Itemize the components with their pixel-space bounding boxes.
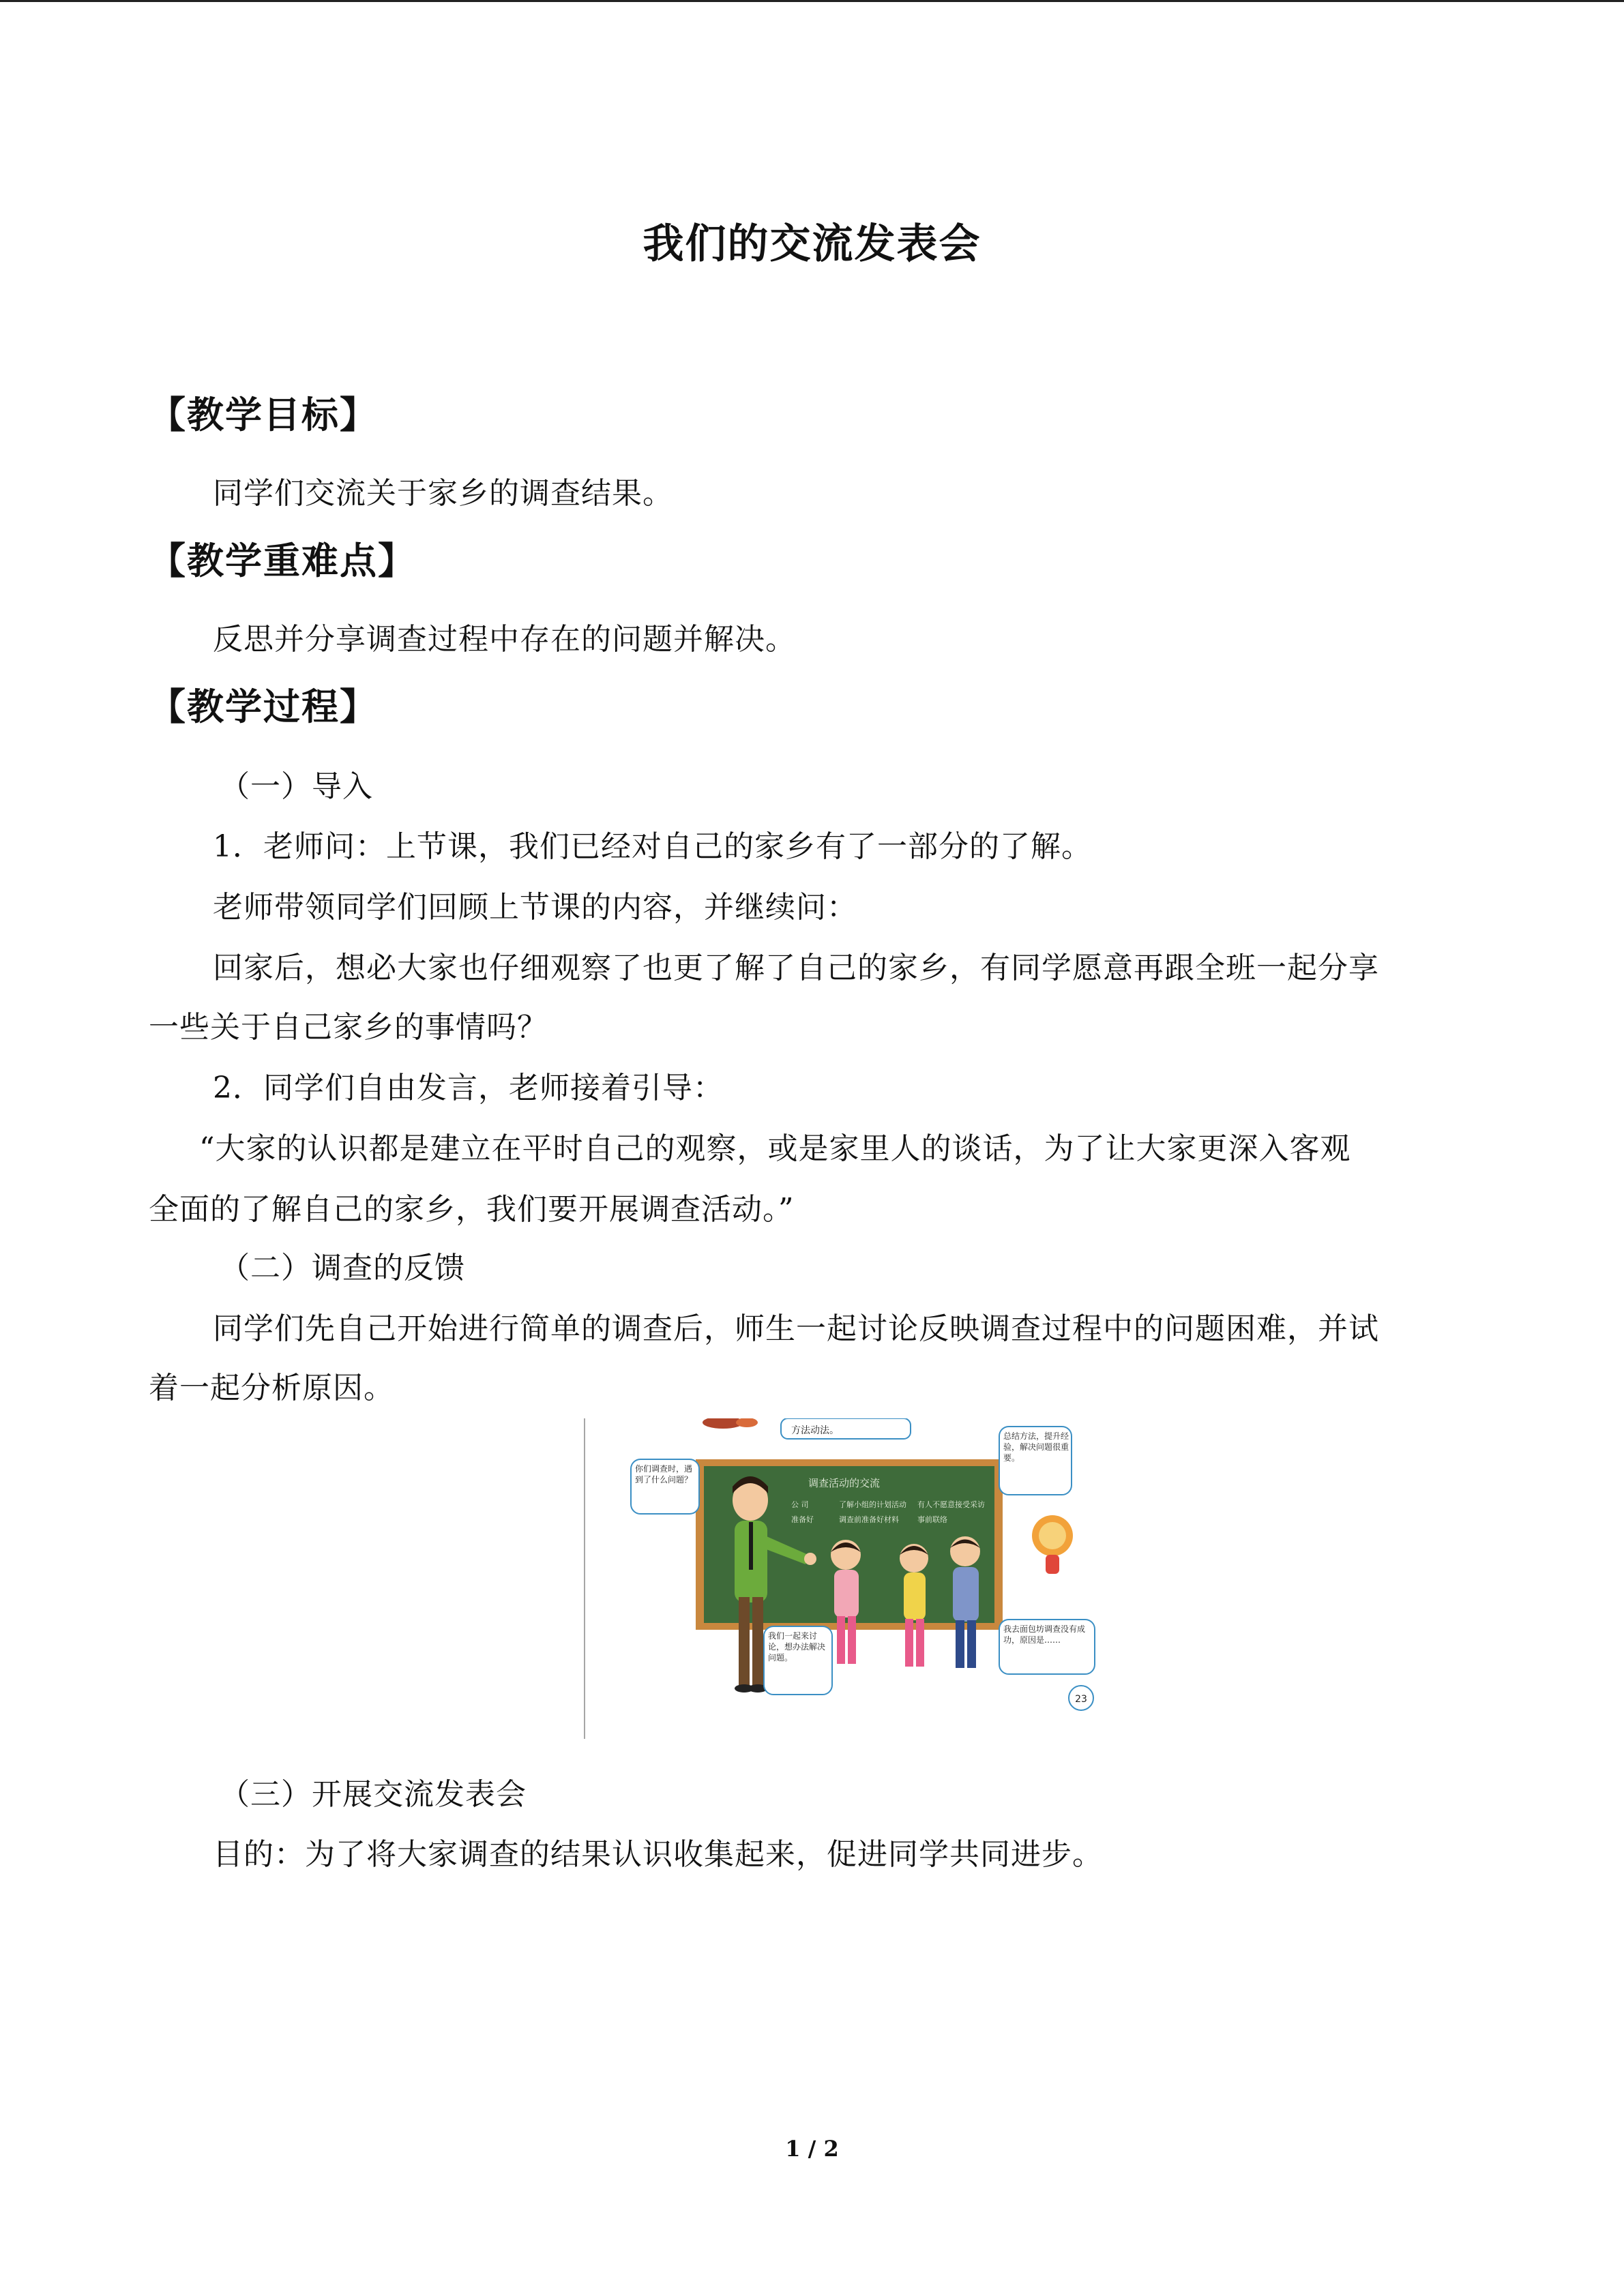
board-cell: 有人不愿意接受采访 [917, 1500, 985, 1509]
document-title: 我们的交流发表会 [643, 220, 981, 268]
process-paragraph-4: 2．同学们自由发言，老师接着引导： [213, 1071, 724, 1105]
top-border-line [0, 0, 1624, 2]
teacher-bubble-text: 你们调查时，遇到了什么问题？ [635, 1464, 693, 1485]
top-bubble-text: 方法动法。 [791, 1425, 839, 1436]
process-paragraph-2: 老师带领同学们回顾上节课的内容，并继续问： [213, 890, 857, 925]
board-cell: 公 司 [791, 1500, 809, 1509]
process-paragraph-6-line-2: 着一起分析原因。 [149, 1371, 394, 1405]
bottom-left-bubble-text-wrap [768, 1630, 829, 1692]
board-cell: 了解小组的计划活动 [839, 1500, 906, 1509]
heading-teaching-goals: 【教学目标】 [149, 393, 378, 436]
classroom-illustration [583, 1418, 1108, 1739]
process-paragraph-3-line-2: 一些关于自己家乡的事情吗？ [149, 1010, 548, 1045]
mascot-bubble-text: 总结方法，提升经验，解决问题很重要。 [1003, 1431, 1069, 1463]
board-title: 调查活动的交流 [808, 1477, 881, 1489]
part2-title: （二）调查的反馈 [220, 1251, 465, 1285]
page-badge-number: 23 [1075, 1694, 1087, 1705]
heading-teaching-process: 【教学过程】 [149, 685, 378, 728]
process-paragraph-6-line-1: 同学们先自己开始进行简单的调查后，师生一起讨论反映调查过程中的问题困难，并试 [213, 1311, 1379, 1346]
part3-title: （三）开展交流发表会 [220, 1777, 527, 1812]
process-paragraph-5-line-1: “大家的认识都是建立在平时自己的观察，或是家里人的谈话，为了让大家更深入客观 [199, 1131, 1351, 1166]
goals-text: 同学们交流关于家乡的调查结果。 [213, 476, 673, 511]
bottom-right-bubble-text: 我去面包坊调查没有成功，原因是…… [1003, 1624, 1086, 1645]
heading-key-points: 【教学重难点】 [149, 539, 416, 582]
page-number: 1 / 2 [785, 2136, 839, 2162]
key-points-text: 反思并分享调查过程中存在的问题并解决。 [213, 622, 796, 657]
teacher-bubble-text-wrap [635, 1463, 696, 1511]
board-cell: 事前联络 [917, 1515, 947, 1524]
bottom-right-bubble-text-wrap [1003, 1624, 1092, 1671]
process-paragraph-1: 1．老师问：上节课，我们已经对自己的家乡有了一部分的了解。 [213, 829, 1092, 864]
part1-title: （一）导入 [220, 769, 373, 804]
process-paragraph-3-line-1: 回家后，想必大家也仔细观察了也更了解了自己的家乡，有同学愿意再跟全班一起分享 [213, 951, 1379, 985]
process-paragraph-7: 目的：为了将大家调查的结果认识收集起来，促进同学共同进步。 [213, 1837, 1103, 1872]
mascot-bubble-text-wrap [1003, 1431, 1069, 1492]
bottom-left-bubble-text: 我们一起来讨论，想办法解决问题。 [768, 1631, 826, 1663]
process-paragraph-5-line-2: 全面的了解自己的家乡，我们要开展调查活动。” [149, 1192, 795, 1227]
board-cell: 准备好 [791, 1515, 814, 1524]
board-cell: 调查前准备好材料 [839, 1515, 899, 1524]
